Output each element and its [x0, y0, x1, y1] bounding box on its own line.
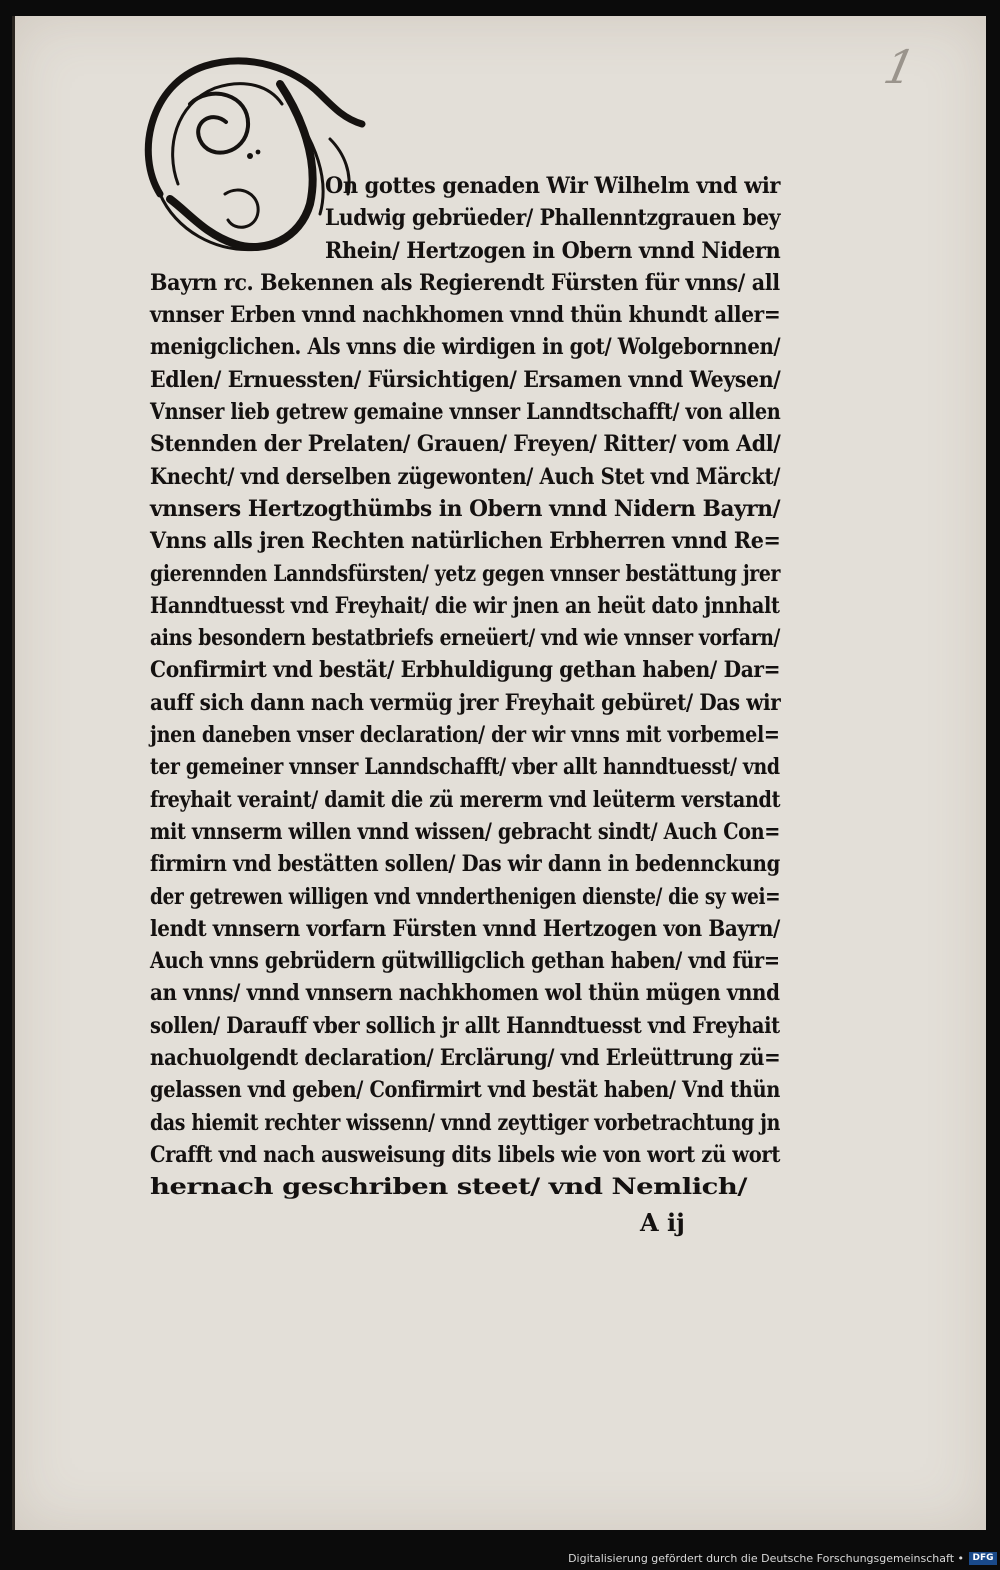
text-line: Ludwig gebrüeder/ Phallenntzgrauen bey [325, 205, 781, 232]
text-line: Bayrn rc. Bekennen als Regierendt Fürsten für vnns/ all [150, 269, 780, 296]
text-line: auff sich dann nach vermüg jrer Freyhait gebüret/ Das wir [150, 689, 781, 716]
text-line: jnen daneben vnser declaration/ der wir vnns mit vorbemel= [150, 722, 780, 749]
folio-number: 1 [878, 40, 920, 94]
text-line: Auch vnns gebrüdern gütwilligclich gethan haben/ vnd für= [150, 948, 780, 975]
text-line: Hanndtuesst vnd Freyhait/ die wir jnen an heüt dato jnnhalt [150, 592, 780, 619]
text-line: der getrewen willigen vnd vnnderthenigen dienste/ die sy wei= [150, 883, 781, 910]
text-line: ter gemeiner vnnser Lanndschafft/ vber allt hanndtuesst/ vnd [150, 754, 780, 781]
text-line: das hiemit rechter wissenn/ vnnd zeyttiger vorbetrachtung jn [150, 1109, 781, 1136]
text-line: vnnsers Hertzogthümbs in Obern vnnd Nidern Bayrn/ [150, 495, 781, 522]
text-line: lendt vnnsern vorfarn Fürsten vnnd Hertzogen von Bayrn/ [150, 915, 780, 942]
text-line: Confirmirt vnd bestät/ Erbhuldigung gethan haben/ Dar= [150, 657, 781, 684]
text-line: Vnnser lieb getrew gemaine vnnser Lanndtschafft/ von allen [150, 399, 781, 426]
text-line: ains besondern bestatbriefs erneüert/ vnd wie vnnser vorfarn/ [150, 625, 781, 652]
page-gutter-shadow [12, 16, 15, 1530]
text-line: Rhein/ Hertzogen in Obern vnnd Nidern [325, 237, 781, 264]
text-line: an vnns/ vnnd vnnsern nachkhomen wol thün mügen vnnd [150, 980, 780, 1007]
text-line: mit vnnserm willen vnnd wissen/ gebracht sindt/ Auch Con= [150, 818, 781, 845]
text-line: Knecht/ vnd derselben zügewonten/ Auch Stet vnd Märckt/ [150, 463, 781, 490]
dfg-logo-icon: DFG [969, 1552, 997, 1565]
signature-mark: A ij [640, 1208, 685, 1237]
text-line: Stennden der Prelaten/ Grauen/ Freyen/ Ritter/ vom Adl/ [150, 431, 781, 458]
text-line: On gottes genaden Wir Wilhelm vnd wir [325, 173, 781, 199]
text-line: nachuolgendt declaration/ Erclärung/ vnd Erleüttrung zü= [150, 1045, 781, 1072]
text-line: sollen/ Darauff vber sollich jr allt Hanndtuesst vnd Freyhait [150, 1012, 780, 1039]
funding-credit: Digitalisierung gefördert durch die Deutsche Forschungsgemeinschaft • [568, 1552, 964, 1565]
text-line: vnnser Erben vnnd nachkhomen vnnd thün khundt aller= [150, 302, 781, 329]
text-line: menigclichen. Als vnns die wirdigen in got/ Wolgebornnen/ [150, 334, 781, 361]
text-line: Crafft vnd nach ausweisung dits libels wie von wort zü wort [150, 1141, 781, 1168]
text-line: Vnns alls jren Rechten natürlichen Erbherren vnnd Re= [150, 528, 781, 555]
body-text [150, 170, 780, 1204]
text-line: freyhait veraint/ damit die zü mererm vnd leüterm verstandt [150, 786, 781, 813]
text-line: firmirn vnd bestätten sollen/ Das wir dann in bedennckung [150, 851, 780, 878]
text-line: Edlen/ Ernuessten/ Fürsichtigen/ Ersamen vnnd Weysen/ [150, 366, 781, 393]
text-line: gierennden Lanndsfürsten/ yetz gegen vnnser bestättung jrer [150, 560, 781, 587]
text-line: gelassen vnd geben/ Confirmirt vnd bestät haben/ Vnd thün [150, 1077, 780, 1104]
text-line: hernach geschriben steet/ vnd Nemlich/ [150, 1174, 747, 1201]
